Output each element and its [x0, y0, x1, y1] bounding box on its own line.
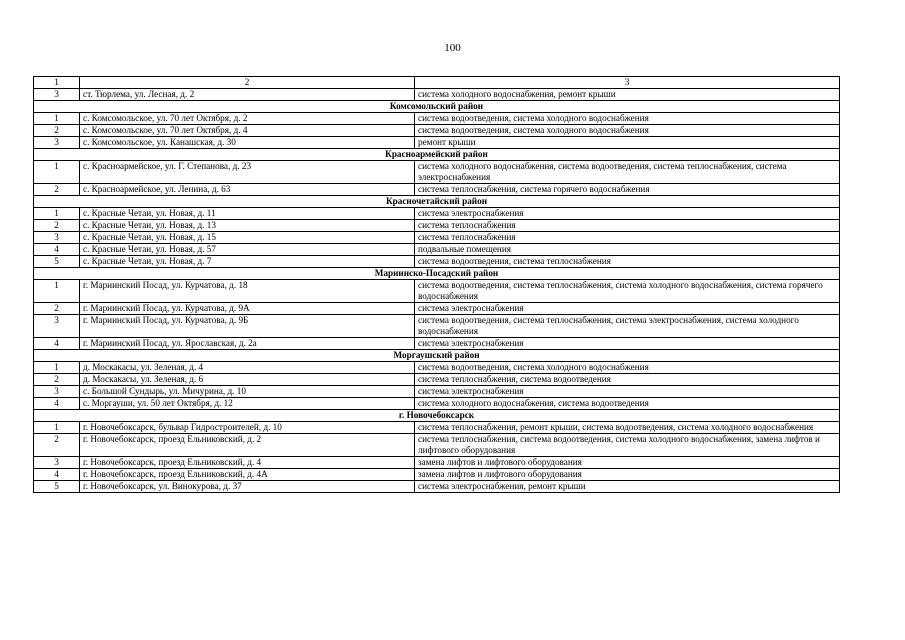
row-number: 5 [34, 256, 80, 268]
row-work-type: система электроснабжения [415, 338, 840, 350]
table-row [34, 315, 840, 338]
header-cell-2: 2 [80, 77, 415, 89]
row-address: с. Красные Четаи, ул. Новая, д. 15 [80, 232, 415, 244]
row-number: 5 [34, 481, 80, 493]
row-address: д. Москакасы, ул. Зеленая, д. 4 [80, 362, 415, 374]
row-address: д. Москакасы, ул. Зеленая, д. 6 [80, 374, 415, 386]
table-row [34, 374, 840, 386]
row-work-type: система теплоснабжения, система водоотведения, система холодного водоснабжения, замена лифтов и лифтового оборудования [415, 434, 840, 457]
table-row [34, 398, 840, 410]
row-address: ст. Тюрлема, ул. Лесная, д. 2 [80, 89, 415, 101]
row-work-type: система холодного водоснабжения, ремонт крыши [415, 89, 840, 101]
table-row [34, 338, 840, 350]
row-address: с. Комсомольское, ул. 70 лет Октября, д. 2 [80, 113, 415, 125]
table-body [34, 77, 840, 493]
row-address: г. Мариинский Посад, ул. Курчатова, д. 9Б [80, 315, 415, 338]
row-work-type: система электроснабжения [415, 208, 840, 220]
row-address: с. Красноармейское, ул. Ленина, д. 63 [80, 184, 415, 196]
section-header-row [34, 350, 840, 362]
row-work-type: система электроснабжения [415, 303, 840, 315]
row-number: 3 [34, 386, 80, 398]
table-row [34, 161, 840, 184]
row-work-type: ремонт крыши [415, 137, 840, 149]
page-number: 100 [444, 42, 461, 54]
row-work-type: система водоотведения, система холодного водоснабжения [415, 362, 840, 374]
row-number: 2 [34, 303, 80, 315]
row-number: 3 [34, 137, 80, 149]
table-row [34, 244, 840, 256]
table-row [34, 457, 840, 469]
row-address: г. Мариинский Посад, ул. Ярославская, д. 2а [80, 338, 415, 350]
section-title: Комсомольский район [34, 101, 840, 113]
table-row [34, 362, 840, 374]
section-header-row [34, 149, 840, 161]
row-address: с. Красные Четаи, ул. Новая, д. 13 [80, 220, 415, 232]
row-address: с. Комсомольское, ул. Канашская, д. 30 [80, 137, 415, 149]
row-work-type: система водоотведения, система теплоснабжения, система холодного водоснабжения, система горячего водоснабжения [415, 280, 840, 303]
row-address: с. Моргауши, ул. 50 лет Октября, д. 12 [80, 398, 415, 410]
section-header-row [34, 101, 840, 113]
row-number: 1 [34, 113, 80, 125]
section-title: Мариинско-Посадский район [34, 268, 840, 280]
row-address: с. Красноармейское, ул. Г. Степанова, д. 23 [80, 161, 415, 184]
row-number: 2 [34, 220, 80, 232]
row-address: г. Новочебоксарск, проезд Ельниковский, д. 2 [80, 434, 415, 457]
row-number: 4 [34, 469, 80, 481]
row-work-type: система холодного водоснабжения, система водоотведения [415, 398, 840, 410]
row-work-type: замена лифтов и лифтового оборудования [415, 469, 840, 481]
table-row [34, 481, 840, 493]
table-row [34, 303, 840, 315]
row-number: 4 [34, 244, 80, 256]
table-row [34, 184, 840, 196]
row-work-type: система электроснабжения, ремонт крыши [415, 481, 840, 493]
table-row [34, 220, 840, 232]
row-address: г. Новочебоксарск, ул. Винокурова, д. 37 [80, 481, 415, 493]
row-work-type: система водоотведения, система холодного водоснабжения [415, 113, 840, 125]
section-title: г. Новочебоксарск [34, 410, 840, 422]
row-work-type: система теплоснабжения [415, 220, 840, 232]
table-row [34, 422, 840, 434]
row-work-type: система теплоснабжения [415, 232, 840, 244]
header-cell-3: 3 [415, 77, 840, 89]
table-row [34, 280, 840, 303]
row-work-type: система теплоснабжения, система водоотведения [415, 374, 840, 386]
row-number: 2 [34, 374, 80, 386]
row-address: с. Красные Четаи, ул. Новая, д. 11 [80, 208, 415, 220]
row-work-type: система водоотведения, система теплоснабжения, система электроснабжения, система холодного водоснабжения [415, 315, 840, 338]
section-title: Моргаушский район [34, 350, 840, 362]
row-number: 2 [34, 184, 80, 196]
row-number: 4 [34, 338, 80, 350]
section-title: Красноармейский район [34, 149, 840, 161]
row-address: г. Мариинский Посад, ул. Курчатова, д. 9А [80, 303, 415, 315]
row-address: г. Новочебоксарск, проезд Ельниковский, д. 4 [80, 457, 415, 469]
row-number: 4 [34, 398, 80, 410]
row-number: 1 [34, 280, 80, 303]
document-table [33, 76, 840, 493]
section-header-row [34, 196, 840, 208]
section-title: Красночетайский район [34, 196, 840, 208]
row-number: 1 [34, 208, 80, 220]
row-number: 3 [34, 315, 80, 338]
row-number: 1 [34, 161, 80, 184]
header-cell-1: 1 [34, 77, 80, 89]
table-header-row [34, 77, 840, 89]
row-address: г. Мариинский Посад, ул. Курчатова, д. 18 [80, 280, 415, 303]
row-address: г. Новочебоксарск, бульвар Гидростроителей, д. 10 [80, 422, 415, 434]
table-row [34, 137, 840, 149]
table-row [34, 386, 840, 398]
row-number: 1 [34, 422, 80, 434]
row-number: 3 [34, 89, 80, 101]
row-address: с. Комсомольское, ул. 70 лет Октября, д. 4 [80, 125, 415, 137]
section-header-row [34, 410, 840, 422]
row-work-type: система водоотведения, система холодного водоснабжения [415, 125, 840, 137]
row-number: 3 [34, 232, 80, 244]
table-row [34, 89, 840, 101]
row-address: с. Большой Сундырь, ул. Мичурина, д. 10 [80, 386, 415, 398]
table-row [34, 125, 840, 137]
table-row [34, 469, 840, 481]
row-number: 2 [34, 434, 80, 457]
row-address: с. Красные Четаи, ул. Новая, д. 57 [80, 244, 415, 256]
row-number: 1 [34, 362, 80, 374]
table-row [34, 256, 840, 268]
row-work-type: система холодного водоснабжения, система водоотведения, система теплоснабжения, система электроснабжения [415, 161, 840, 184]
table-row [34, 232, 840, 244]
row-work-type: замена лифтов и лифтового оборудования [415, 457, 840, 469]
row-address: г. Новочебоксарск, проезд Ельниковский, д. 4А [80, 469, 415, 481]
row-work-type: система теплоснабжения, ремонт крыши, система водоотведения, система холодного водоснабжения [415, 422, 840, 434]
row-work-type: система водоотведения, система теплоснабжения [415, 256, 840, 268]
section-header-row [34, 268, 840, 280]
row-work-type: система теплоснабжения, система горячего водоснабжения [415, 184, 840, 196]
row-work-type: система электроснабжения [415, 386, 840, 398]
row-address: с. Красные Четаи, ул. Новая, д. 7 [80, 256, 415, 268]
row-work-type: подвальные помещения [415, 244, 840, 256]
row-number: 2 [34, 125, 80, 137]
row-number: 3 [34, 457, 80, 469]
table-row [34, 434, 840, 457]
table-row [34, 208, 840, 220]
table-row [34, 113, 840, 125]
